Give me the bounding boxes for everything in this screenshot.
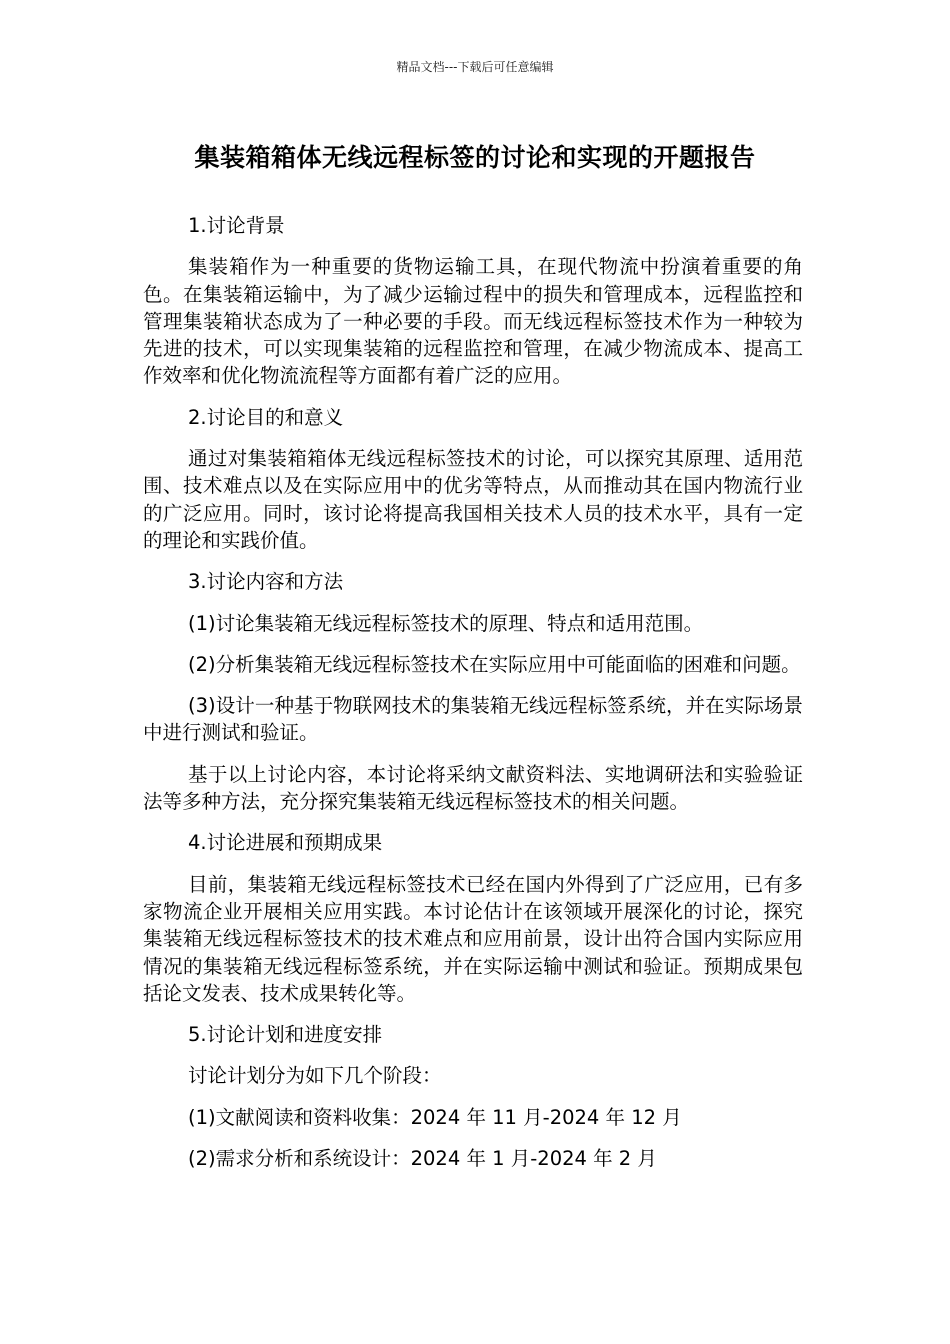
list-item-content-2: (2)分析集装箱无线远程标签技术在实际应用中可能面临的困难和问题。: [188, 652, 801, 676]
paragraph-plan-intro: 讨论计划分为如下几个阶段：: [188, 1064, 442, 1088]
document-title: 集装箱箱体无线远程标签的讨论和实现的开题报告: [194, 143, 756, 172]
list-item-content-1: (1)讨论集装箱无线远程标签技术的原理、特点和适用范围。: [188, 611, 704, 635]
section-heading-content: 3.讨论内容和方法: [188, 570, 344, 594]
list-item-plan-2: (2)需求分析和系统设计：2024 年 1 月-2024 年 2 月: [188, 1147, 657, 1171]
paragraph-methods: 基于以上讨论内容，本讨论将采纳文献资料法、实地调研法和实验验证法等多种方法，充分探究集装箱无线远程标签技术的相关问题。: [143, 762, 803, 814]
document-body: [143, 212, 803, 1186]
section-heading-plan: 5.讨论计划和进度安排: [188, 1023, 383, 1047]
section-heading-background: 1.讨论背景: [188, 214, 285, 237]
paragraph-purpose: 通过对集装箱箱体无线远程标签技术的讨论，可以探究其原理、适用范围、技术难点以及在实际应用中的优劣等特点，从而推动其在国内物流行业的广泛应用。同时，该讨论将提高我国相关技术人员的技术水平，具有一定的理论和实践价值。: [143, 447, 803, 552]
list-item-content-3: (3)设计一种基于物联网技术的集装箱无线远程标签系统，并在实际场景中进行测试和验证。: [143, 694, 803, 745]
section-heading-progress: 4.讨论进展和预期成果: [188, 831, 383, 855]
page-header: 精品文档---下载后可任意编辑: [396, 60, 554, 74]
paragraph-background: 集装箱作为一种重要的货物运输工具，在现代物流中扮演着重要的角色。在集装箱运输中，为了减少运输过程中的损失和管理成本，远程监控和管理集装箱状态成为了一种必要的手段。而无线远程标签技术作为一种较为先进的技术，可以实现集装箱的远程监控和管理，在减少物流成本、提高工作效率和优化物流流程等方面都有着广泛的应用。: [143, 255, 803, 388]
paragraph-progress: 目前，集装箱无线远程标签技术已经在国内外得到了广泛应用，已有多家物流企业开展相关应用实践。本讨论估计在该领域开展深化的讨论，探究集装箱无线远程标签技术的技术难点和应用前景，设计出符合国内实际应用情况的集装箱无线远程标签系统，并在实际运输中测试和验证。预期成果包括论文发表、技术成果转化等。: [143, 872, 803, 1005]
section-heading-purpose: 2.讨论目的和意义: [188, 405, 344, 429]
list-item-plan-1: (1)文献阅读和资料收集：2024 年 11 月-2024 年 12 月: [188, 1105, 682, 1129]
